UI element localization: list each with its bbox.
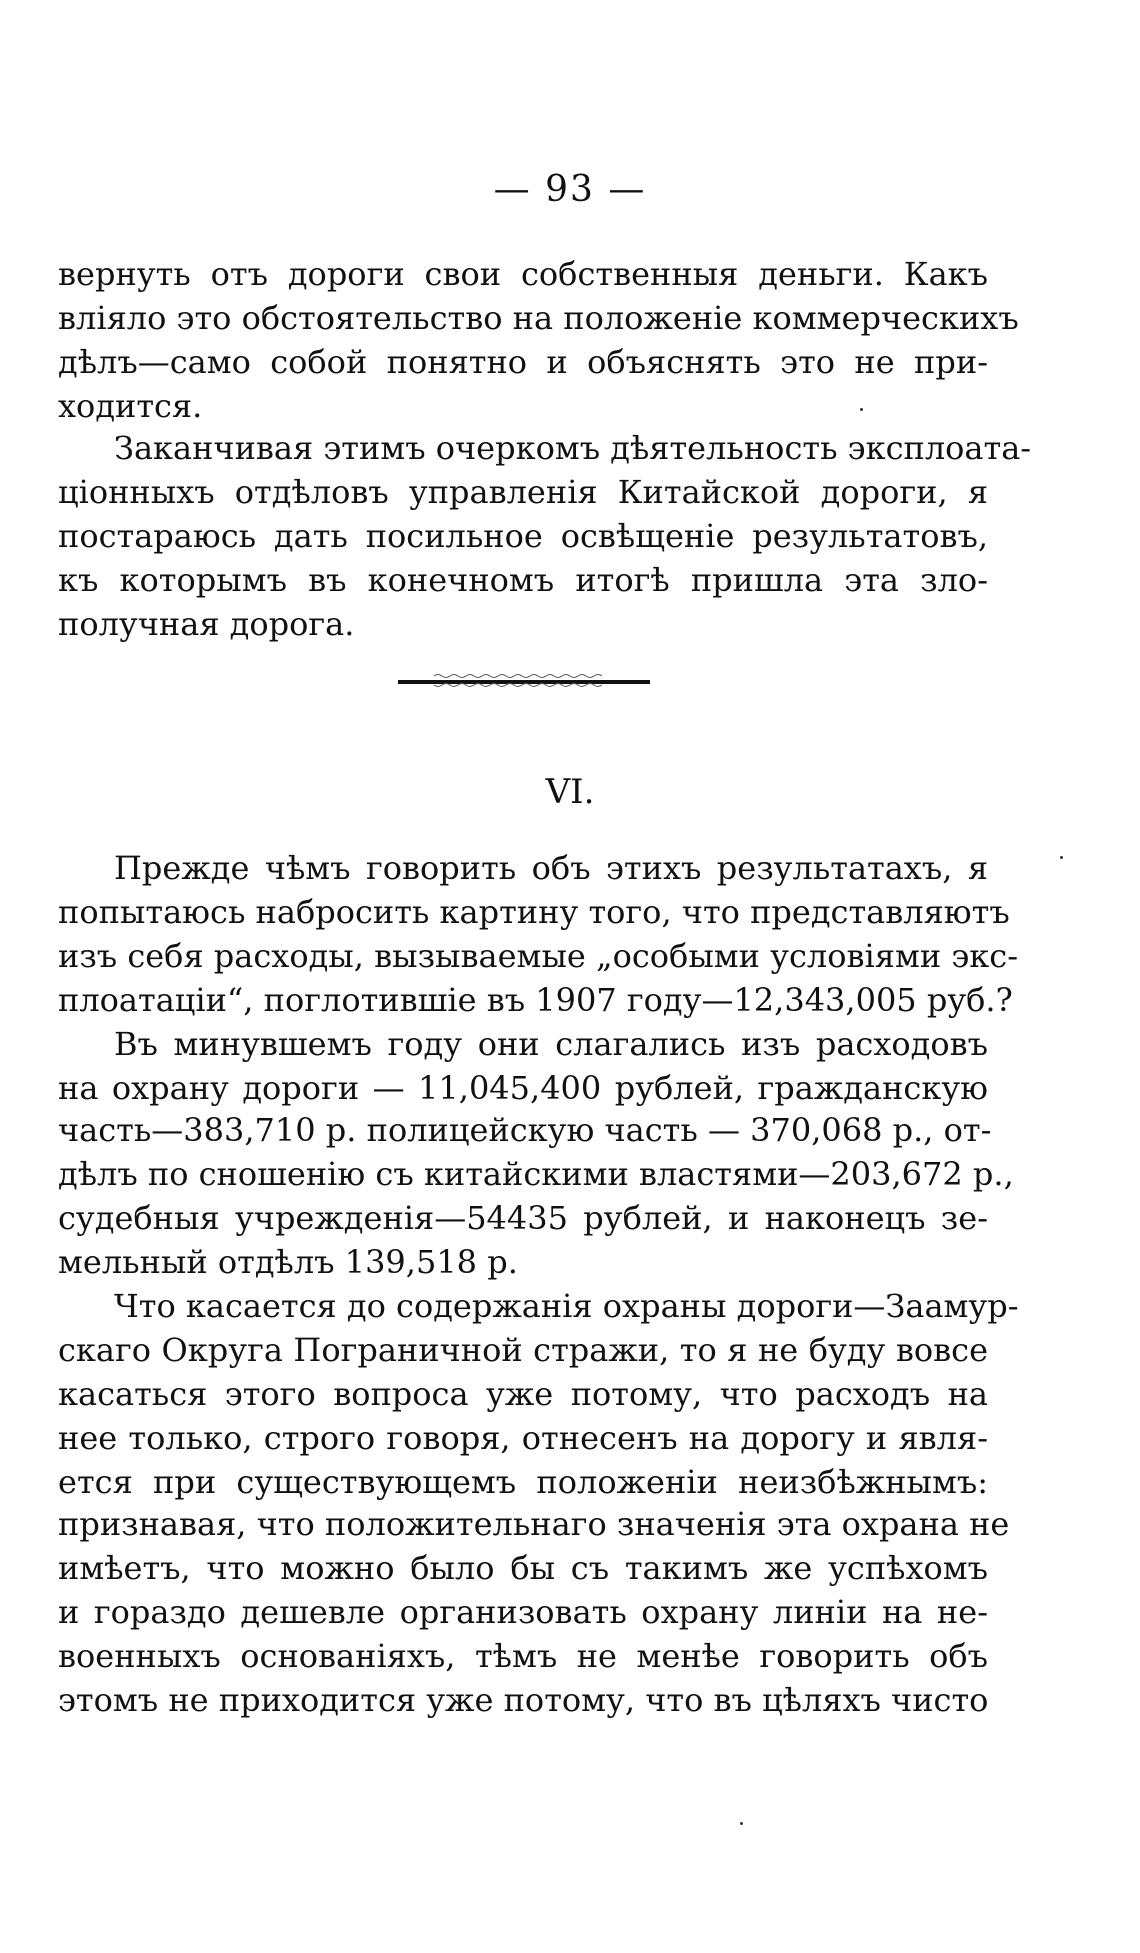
page-number: — 93 —: [493, 169, 647, 210]
text-line: этомъ не приходится уже потому, что въ цѣляхъ чисто: [58, 1681, 989, 1719]
text-line: мельный отдѣлъ 139,518 р.: [58, 1243, 518, 1281]
text-line: военныхъ основаніяхъ, тѣмъ не менѣе говорить объ: [58, 1637, 988, 1675]
text-line: вернуть отъ дороги свои собственныя деньги. Какъ: [58, 255, 988, 293]
text-line: имѣетъ, что можно было бы съ такимъ же успѣхомъ: [58, 1549, 988, 1587]
text-line: признавая, что положительнаго значенія эта охрана не: [58, 1505, 1010, 1543]
text-line: вліяло это обстоятельство на положеніе коммерческихъ: [58, 299, 1019, 337]
divider-ornament: [430, 672, 610, 688]
text-line: къ которымъ въ конечномъ итогѣ пришла эта зло-: [58, 561, 988, 599]
text-line: часть—383,710 р. полицейскую часть — 370,068 р., от-: [58, 1111, 992, 1149]
text-line: касаться этого вопроса уже потому, что расходъ на: [58, 1375, 988, 1413]
scan-speck: [740, 1822, 743, 1825]
text-line: дѣлъ по сношенію съ китайскими властями—203,672 р.,: [58, 1155, 1014, 1193]
text-line: ходится.: [58, 387, 203, 425]
text-line: и гораздо дешевле организовать охрану линіи на не-: [58, 1593, 988, 1631]
text-line: плоатаціи“, поглотившіе въ 1907 году—12,343,005 руб.?: [58, 981, 1013, 1019]
text-line: нее только, строго говоря, отнесенъ на дорогу и явля-: [58, 1419, 988, 1457]
text-line: Заканчивая этимъ очеркомъ дѣятельность эксплоата-: [114, 429, 1032, 467]
text-line: попытаюсь набросить картину того, что представляютъ: [58, 893, 1010, 931]
text-line: ціонныхъ отдѣловъ управленія Китайской дороги, я: [58, 473, 988, 511]
text-line: получная дорога.: [58, 605, 355, 643]
text-line: ется при существующемъ положеніи неизбѣжнымъ:: [58, 1463, 988, 1501]
text-line: Въ минувшемъ году они слагались изъ расходовъ: [114, 1025, 988, 1063]
text-line: постараюсь дать посильное освѣщеніе результатовъ,: [58, 517, 988, 555]
text-line: Прежде чѣмъ говорить объ этихъ результатахъ, я: [114, 849, 988, 887]
text-line: судебныя учрежденія—54435 рублей, и наконецъ зе-: [58, 1199, 988, 1237]
text-line: дѣлъ—само собой понятно и объяснять это не при-: [58, 343, 988, 381]
text-line: скаго Округа Пограничной стражи, то я не буду вовсе: [58, 1331, 988, 1369]
scan-speck: [860, 408, 863, 411]
text-line: Что касается до содержанія охраны дороги—Заамур-: [114, 1287, 1019, 1325]
text-line: на охрану дороги — 11,045,400 рублей, гражданскую: [58, 1069, 988, 1107]
section-heading: VI.: [545, 772, 595, 812]
text-line: изъ себя расходы, вызываемые „особыми условіями экс-: [58, 937, 1018, 975]
scan-speck: [1060, 856, 1063, 859]
